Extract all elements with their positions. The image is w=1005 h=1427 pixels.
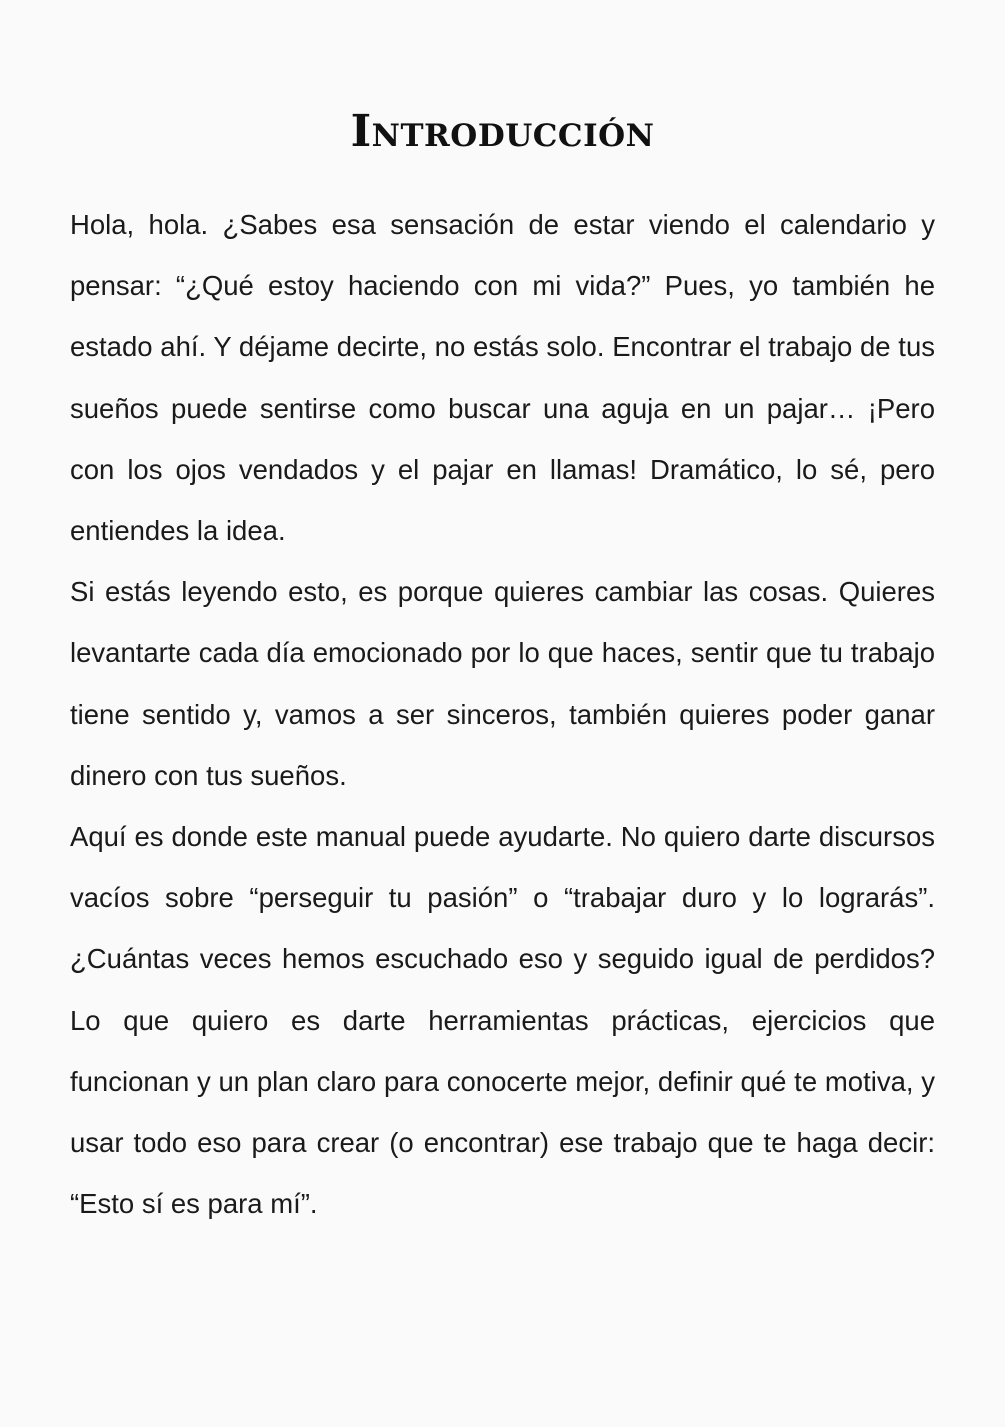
body-text: [70, 194, 935, 1234]
paragraph-1: Hola, hola. ¿Sabes esa sensación de estar viendo el calendario y pensar: “¿Qué estoy haciendo con mi vida?” Pues, yo también he estado ahí. Y déjame decirte, no estás solo. Encontrar el trabajo de tus sueños puede sentirse como buscar una aguja en un pajar… ¡Pero con los ojos vendados y el pajar en llamas! Dramático, lo sé, pero entiendes la idea.: [70, 209, 935, 547]
paragraph-2: Si estás leyendo esto, es porque quieres cambiar las cosas. Quieres levantarte cada día emocionado por lo que haces, sentir que tu trabajo tiene sentido y, vamos a ser sinceros, también quieres poder ganar dinero con tus sueños.: [70, 576, 935, 791]
page-title: Introducción: [350, 106, 655, 157]
paragraph-3: Aquí es donde este manual puede ayudarte. No quiero darte discursos vacíos sobre “perseguir tu pasión” o “trabajar duro y lo lograrás”. ¿Cuántas veces hemos escuchado eso y seguido igual de perdidos? Lo que quiero es darte herramientas prácticas, ejercicios que funcionan y un plan claro para conocerte mejor, definir qué te motiva, y usar todo eso para crear (o encontrar) ese trabajo que te haga decir: “Esto sí es para mí”.: [70, 821, 935, 1220]
